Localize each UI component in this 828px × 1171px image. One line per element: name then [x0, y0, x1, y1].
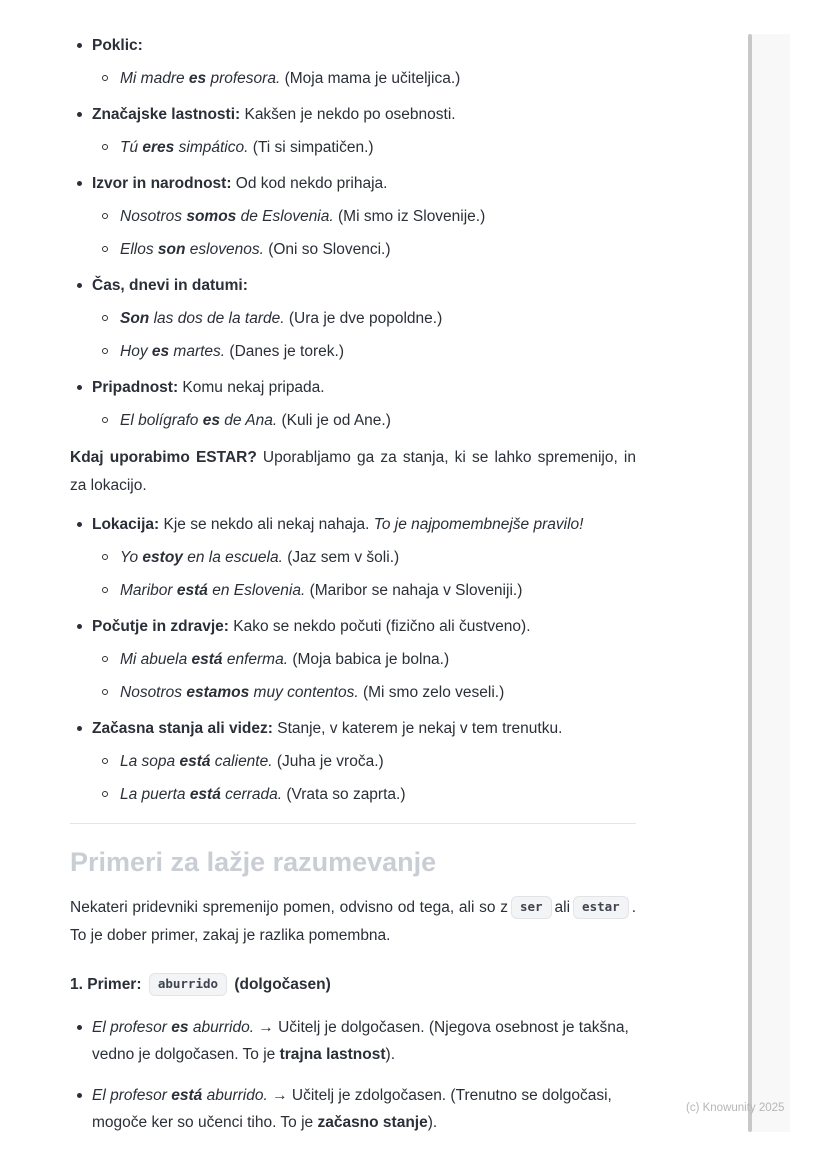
- text-segment: ali: [554, 899, 571, 916]
- text-segment: (Jaz sem v šoli.): [282, 549, 400, 566]
- inline-code-badge: ser: [511, 896, 552, 919]
- text-segment: Son: [120, 310, 150, 327]
- text-segment: Yo: [120, 549, 143, 566]
- text-segment: (Maribor se nahaja v Sloveniji.): [305, 582, 523, 599]
- text-segment: Kdaj uporabimo ESTAR?: [70, 449, 257, 466]
- text-segment: Značajske lastnosti:: [92, 106, 241, 123]
- example-item: [92, 306, 636, 331]
- list-item-text: [92, 171, 636, 196]
- text-segment: → Učitelj je zdolgočasen. (Trenutno se dolgočasi, mogoče ker so učenci tiho. To je: [92, 1087, 612, 1131]
- section-heading: Primeri za lažje razumevanje: [70, 847, 437, 877]
- list-item: [70, 273, 636, 364]
- list-item-text: [92, 33, 636, 58]
- text-segment: La puerta: [120, 786, 190, 803]
- text-segment: (Kuli je od Ane.): [277, 412, 391, 429]
- text-segment: en la escuela.: [182, 549, 283, 566]
- text-segment: začasno stanje: [317, 1114, 428, 1131]
- text-segment: El profesor: [92, 1019, 172, 1036]
- text-segment: estoy: [142, 549, 183, 566]
- text-segment: Izvor in narodnost:: [92, 175, 232, 192]
- example-item: [92, 647, 636, 672]
- text-segment: Tú: [120, 139, 143, 156]
- example-list: [92, 647, 636, 705]
- text-segment: son: [157, 241, 186, 258]
- text-segment: somos: [186, 208, 237, 225]
- text-segment: enferma.: [222, 651, 289, 668]
- text-segment: (dolgočasen): [230, 976, 331, 993]
- text-segment: eslovenos.: [185, 241, 264, 258]
- example-item: [92, 782, 636, 807]
- example-item: [92, 408, 636, 433]
- example-list: [92, 135, 636, 160]
- example-list: [92, 204, 636, 262]
- text-segment: → Učitelj je dolgočasen. (Njegova osebnost je takšna, vedno je dolgočasen. To je: [92, 1019, 629, 1063]
- example-list: [92, 66, 636, 91]
- text-segment: (Mi smo iz Slovenije.): [333, 208, 486, 225]
- list-item: [70, 512, 636, 603]
- text-segment: es: [151, 343, 170, 360]
- list-item-text: [92, 614, 636, 639]
- text-segment: (Ura je dve popoldne.): [284, 310, 443, 327]
- text-segment: simpático.: [174, 139, 249, 156]
- text-segment: . To je dober primer, zakaj je razlika pomembna.: [70, 899, 636, 944]
- text-segment: es: [171, 1019, 189, 1036]
- text-segment: Nosotros: [120, 208, 187, 225]
- text-segment: Začasna stanja ali videz:: [92, 720, 273, 737]
- list-item-text: [92, 512, 636, 537]
- text-segment: de Eslovenia.: [236, 208, 334, 225]
- text-segment: Komu nekaj pripada.: [178, 379, 325, 396]
- list-item-text: [92, 102, 636, 127]
- scrollbar-thumb[interactable]: [748, 34, 752, 1132]
- text-segment: Mi madre: [120, 70, 189, 87]
- text-segment: está: [189, 786, 221, 803]
- text-segment: (Ti si simpatičen.): [248, 139, 374, 156]
- text-segment: Nosotros: [120, 684, 187, 701]
- primer-example-list: [70, 1014, 636, 1136]
- text-segment: (Mi smo zelo veseli.): [358, 684, 505, 701]
- list-item: [70, 614, 636, 705]
- example-item: [92, 66, 636, 91]
- ser-usage-list: [70, 33, 636, 433]
- list-item: [70, 102, 636, 160]
- text-segment: El bolígrafo: [120, 412, 203, 429]
- estar-usage-list: [70, 512, 636, 807]
- text-segment: To je najpomembnejše pravilo!: [373, 516, 584, 533]
- text-segment: es: [188, 70, 207, 87]
- list-item: [70, 375, 636, 433]
- list-item: [70, 33, 636, 91]
- list-item: [70, 1014, 636, 1068]
- inline-code-badge: estar: [573, 896, 629, 919]
- primer-heading: [70, 970, 636, 1000]
- text-segment: está: [191, 651, 223, 668]
- text-segment: eres: [142, 139, 175, 156]
- text-segment: ).: [427, 1114, 438, 1131]
- text-segment: 1. Primer:: [70, 976, 146, 993]
- text-segment: es: [202, 412, 220, 429]
- example-item: [92, 135, 636, 160]
- example-list: [92, 749, 636, 807]
- adjectives-paragraph: [70, 894, 636, 950]
- text-segment: de Ana.: [219, 412, 278, 429]
- list-item-text: [92, 716, 636, 741]
- text-segment: Mi abuela: [120, 651, 192, 668]
- text-segment: profesora.: [206, 70, 281, 87]
- page-edge-panel: [752, 34, 790, 1132]
- inline-code-badge: aburrido: [149, 973, 227, 996]
- text-segment: Kakšen je nekdo po osebnosti.: [240, 106, 456, 123]
- text-segment: La sopa: [120, 753, 180, 770]
- example-list: [92, 408, 636, 433]
- text-segment: Stanje, v katerem je nekaj v tem trenutku.: [272, 720, 563, 737]
- text-segment: está: [171, 1087, 203, 1104]
- text-segment: (Oni so Slovenci.): [263, 241, 391, 258]
- text-segment: (Moja mama je učiteljica.): [280, 70, 461, 87]
- list-item-text: [92, 1014, 636, 1068]
- text-segment: está: [176, 582, 208, 599]
- text-segment: El profesor: [92, 1087, 172, 1104]
- text-segment: Lokacija:: [92, 516, 160, 533]
- text-segment: aburrido.: [202, 1087, 268, 1104]
- text-segment: Ellos: [120, 241, 158, 258]
- example-item: [92, 578, 636, 603]
- text-segment: Od kod nekdo prihaja.: [231, 175, 388, 192]
- example-item: [92, 749, 636, 774]
- text-segment: Nekateri pridevniki spremenijo pomen, odvisno od tega, ali so z: [70, 899, 508, 916]
- text-segment: estamos: [186, 684, 250, 701]
- text-segment: Kje se nekdo ali nekaj nahaja.: [159, 516, 374, 533]
- text-segment: en Eslovenia.: [207, 582, 306, 599]
- text-segment: cerrada.: [220, 786, 283, 803]
- text-segment: Počutje in zdravje:: [92, 618, 229, 635]
- text-segment: Čas, dnevi in datumi:: [92, 277, 248, 294]
- text-segment: Hoy: [120, 343, 152, 360]
- list-item-text: [92, 1082, 636, 1136]
- text-segment: ).: [385, 1046, 395, 1063]
- text-segment: aburrido.: [188, 1019, 254, 1036]
- list-item-text: [92, 273, 636, 298]
- text-segment: Pripadnost:: [92, 379, 179, 396]
- list-item: [70, 716, 636, 807]
- estar-intro-paragraph: [70, 444, 636, 500]
- list-item: [70, 1082, 636, 1136]
- text-segment: trajna lastnost: [279, 1046, 386, 1063]
- watermark: (c) Knowunity 2025: [686, 1102, 785, 1114]
- list-item-text: [92, 375, 636, 400]
- example-list: [92, 545, 636, 603]
- text-segment: (Vrata so zaprta.): [282, 786, 406, 803]
- text-segment: (Juha je vroča.): [272, 753, 384, 770]
- example-item: [92, 545, 636, 570]
- example-item: [92, 237, 636, 262]
- text-segment: Poklic:: [92, 37, 143, 54]
- text-segment: las dos de la tarde.: [149, 310, 285, 327]
- document-content: [70, 33, 636, 1150]
- example-item: [92, 339, 636, 364]
- text-segment: está: [179, 753, 211, 770]
- text-segment: Maribor: [120, 582, 177, 599]
- text-segment: Uporabljamo ga za stanja, ki se lahko spremenijo, in za lokacijo.: [70, 449, 636, 494]
- list-item: [70, 171, 636, 262]
- text-segment: (Danes je torek.): [225, 343, 344, 360]
- example-item: [92, 204, 636, 229]
- text-segment: Kako se nekdo počuti (fizično ali čustveno).: [228, 618, 531, 635]
- example-item: [92, 680, 636, 705]
- text-segment: martes.: [169, 343, 226, 360]
- text-segment: (Moja babica je bolna.): [288, 651, 450, 668]
- example-list: [92, 306, 636, 364]
- text-segment: caliente.: [210, 753, 273, 770]
- text-segment: muy contentos.: [249, 684, 359, 701]
- section-divider: [70, 823, 636, 824]
